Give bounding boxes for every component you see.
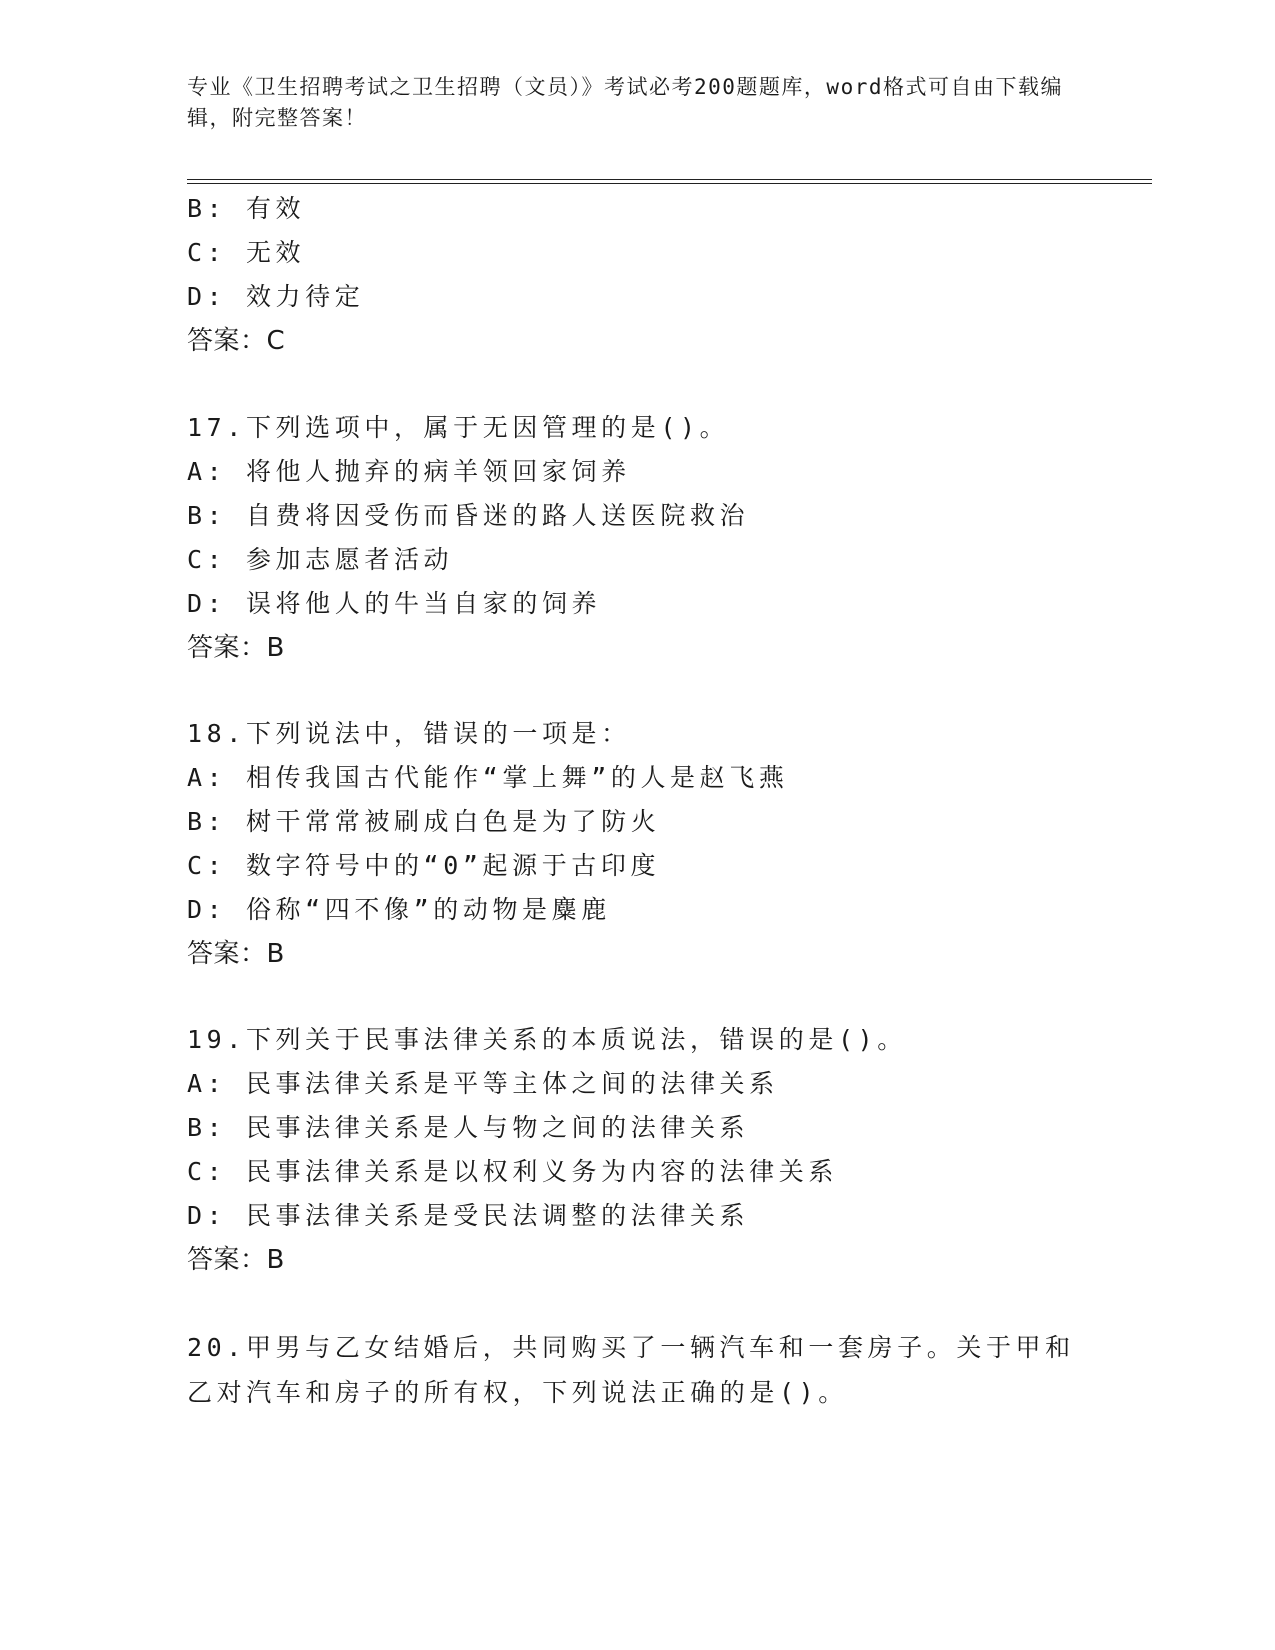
question-19: 19.下列关于民事法律关系的本质说法，错误的是()。 xyxy=(187,1025,907,1054)
option-b: B: 树干常常被刷成白色是为了防火 xyxy=(187,807,661,836)
option-a: A: 将他人抛弃的病羊领回家饲养 xyxy=(187,457,631,486)
option-d: D: 效力待定 xyxy=(187,282,365,311)
header-divider-bottom xyxy=(187,183,1152,184)
option-b: B: 有效 xyxy=(187,194,306,223)
option-c: C: 民事法律关系是以权利义务为内容的法律关系 xyxy=(187,1157,838,1186)
option-c: C: 参加志愿者活动 xyxy=(187,545,454,574)
question-17: 17.下列选项中，属于无因管理的是()。 xyxy=(187,413,730,442)
option-c: C: 无效 xyxy=(187,238,306,267)
header-divider-top xyxy=(187,179,1152,180)
option-d: D: 民事法律关系是受民法调整的法律关系 xyxy=(187,1201,750,1230)
question-20: 20.甲男与乙女结婚后，共同购买了一辆汽车和一套房子。关于甲和乙对汽车和房子的所有权，下列说法正确的是()。 xyxy=(187,1333,1075,1407)
option-c: C: 数字符号中的“0”起源于古印度 xyxy=(187,851,661,880)
option-a: A: 相传我国古代能作“掌上舞”的人是赵飞燕 xyxy=(187,763,789,792)
option-d: D: 误将他人的牛当自家的饲养 xyxy=(187,589,602,618)
answer-line: 答案：B xyxy=(187,939,285,969)
option-b: B: 自费将因受伤而昏迷的路人送医院救治 xyxy=(187,501,750,530)
option-a: A: 民事法律关系是平等主体之间的法律关系 xyxy=(187,1069,779,1098)
answer-line: 答案：C xyxy=(187,326,286,356)
answer-line: 答案：B xyxy=(187,1245,285,1275)
option-b: B: 民事法律关系是人与物之间的法律关系 xyxy=(187,1113,750,1142)
answer-line: 答案：B xyxy=(187,633,285,663)
option-d: D: 俗称“四不像”的动物是麋鹿 xyxy=(187,895,611,924)
document-header: 专业《卫生招聘考试之卫生招聘（文员）》考试必考200题题库，word格式可自由下载编辑，附完整答案！ xyxy=(187,75,1063,130)
question-18: 18.下列说法中，错误的一项是： xyxy=(187,719,631,748)
